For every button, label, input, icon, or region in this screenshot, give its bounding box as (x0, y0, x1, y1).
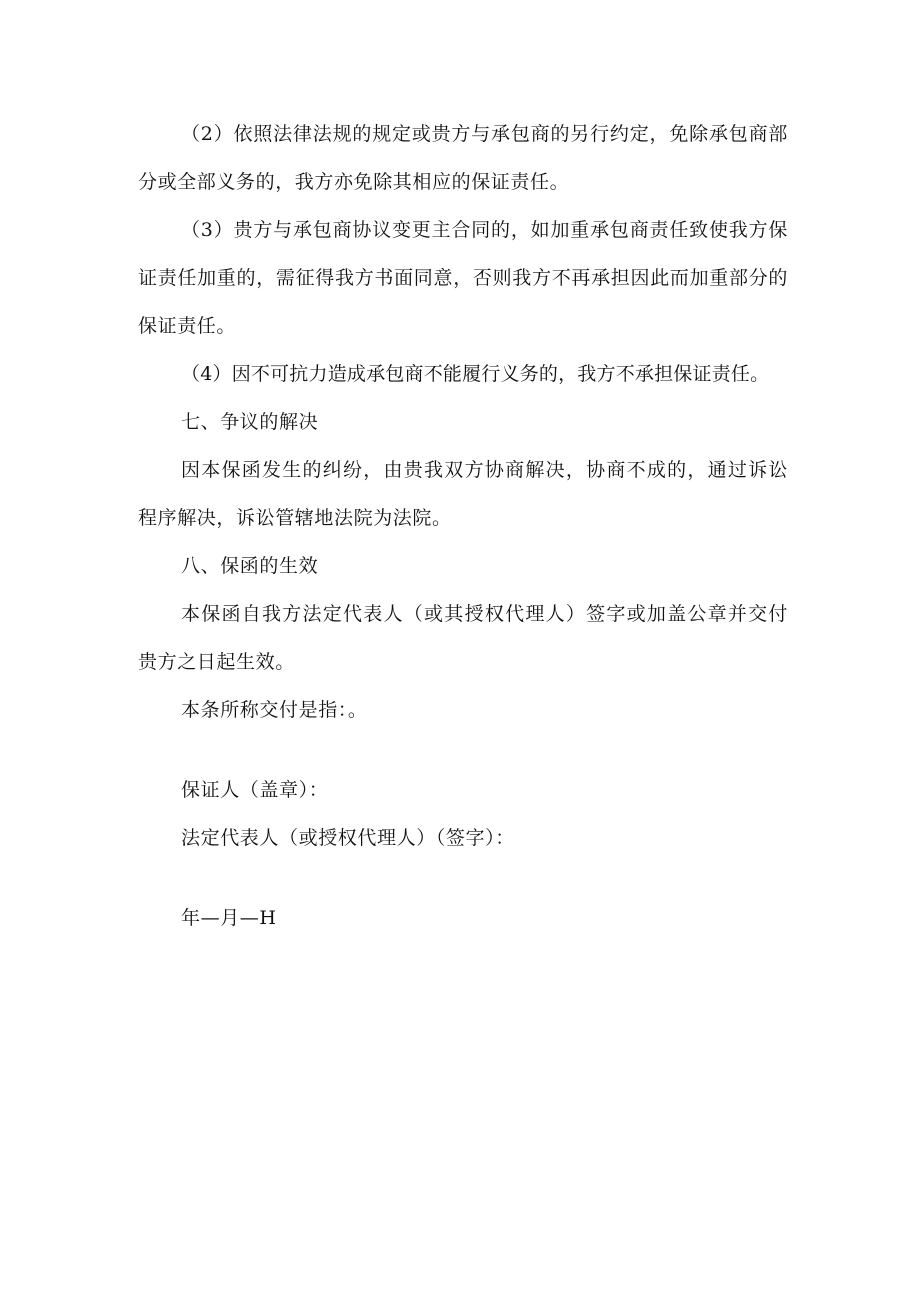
guarantor-seal-line: 保证人（盖章）： (181, 779, 329, 801)
clause-6-item-2: （2）依照法律法规的规定或贵方与承包商的另行约定，免除承包商部分或全部义务的，我方亦免除其相应的保证责任。 (138, 123, 788, 193)
section-heading-effect: 八、保函的生效 (181, 555, 319, 577)
clause-6-item-4: （4）因不可抗力造成承包商不能履行义务的，我方不承担保证责任。 (181, 363, 770, 385)
date-line: 年—月—H (181, 907, 277, 929)
section-heading-dispute: 七、争议的解决 (181, 411, 319, 433)
clause-6-item-3: （3）贵方与承包商协议变更主合同的，如加重承包商责任致使我方保证责任加重的，需征得我方书面同意，否则我方不再承担因此而加重部分的保证责任。 (138, 219, 788, 337)
dispute-paragraph: 因本保函发生的纠纷，由贵我双方协商解决，协商不成的，通过诉讼程序解决，诉讼管辖地法院为法院。 (138, 459, 788, 529)
effect-paragraph: 本保函自我方法定代表人（或其授权代理人）签字或加盖公章并交付贵方之日起生效。 (138, 603, 788, 673)
delivery-definition: 本条所称交付是指：。 (181, 699, 368, 721)
representative-signature-line: 法定代表人（或授权代理人）（签字）： (181, 827, 515, 849)
